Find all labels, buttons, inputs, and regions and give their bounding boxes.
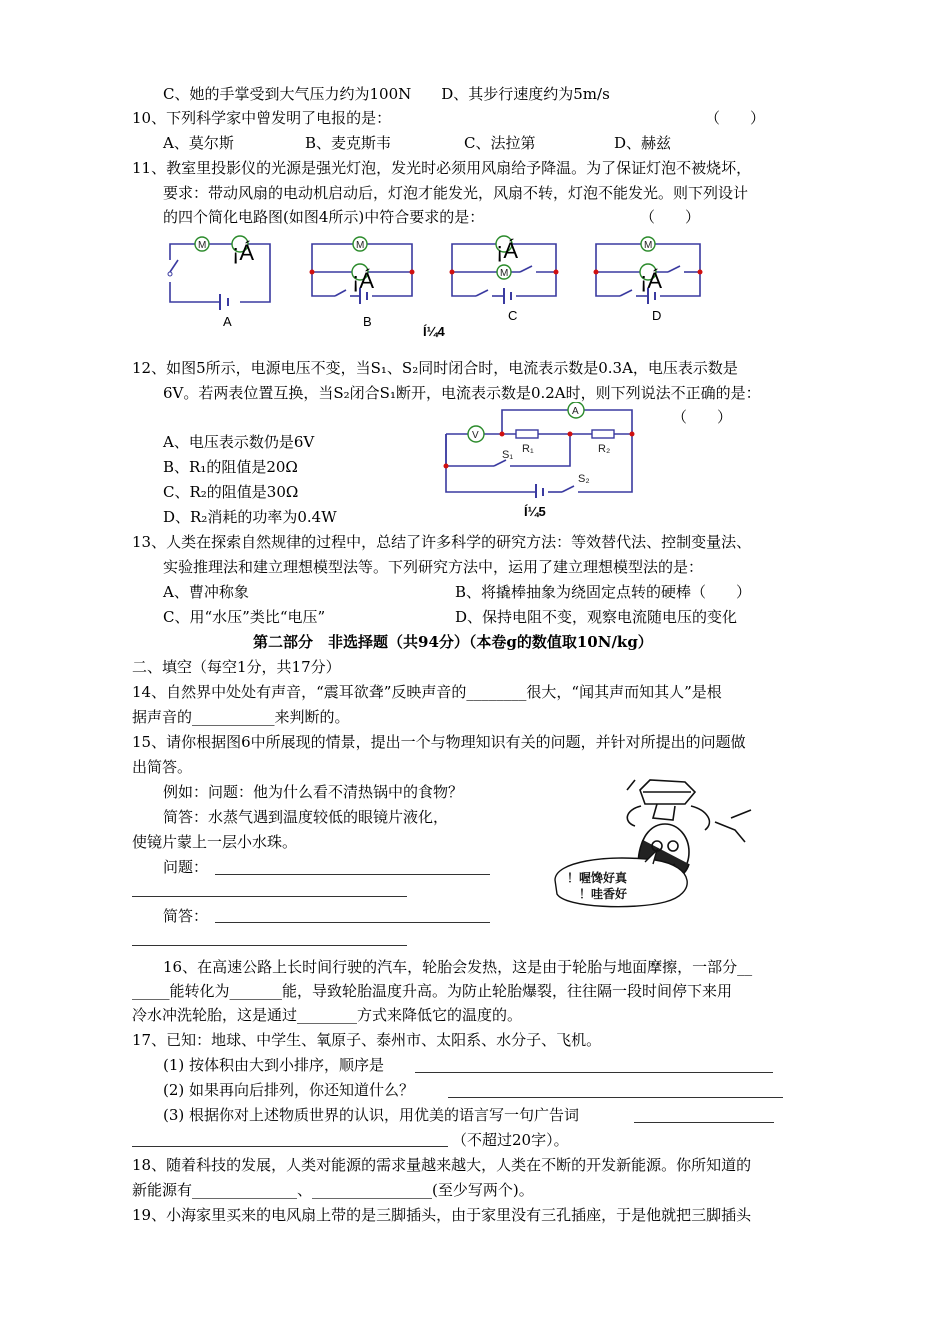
q15-answer-blank-1[interactable] xyxy=(215,922,490,923)
q12-option-c: C、R₂的阻值是30Ω xyxy=(163,483,299,501)
figure-5-circuit xyxy=(440,402,640,498)
section-fill-in: 二、填空（每空1分，共17分） xyxy=(132,658,341,676)
circuit-a xyxy=(170,244,270,310)
q17-sub-3-blank-2[interactable] xyxy=(132,1146,448,1147)
figure-4-circuits xyxy=(160,232,720,324)
q17-stem: 17、已知：地球、中学生、氧原子、泰州市、太阳系、水分子、飞机。 xyxy=(132,1031,602,1049)
circuit-d-motor xyxy=(641,237,655,251)
q18-line-1: 18、随着科技的发展，人类对能源的需求量越来越大，人类在不断的开发新能源。你所知道的 xyxy=(132,1156,752,1174)
figure-6-cartoon xyxy=(545,770,775,910)
circuit-label-d: D xyxy=(652,308,662,323)
label-s1: S₁ xyxy=(502,449,514,461)
q17-sub-1: (1) 按体积由大到小排序，顺序是 xyxy=(163,1056,385,1074)
svg-text:A: A xyxy=(572,406,579,417)
q10-stem: 10、下列科学家中曾发明了电报的是： xyxy=(132,109,392,127)
q10-option-d: D、赫兹 xyxy=(614,134,672,152)
svg-text:M: M xyxy=(644,240,653,251)
circuit-c-lamp xyxy=(496,236,518,263)
q12-line-2: 6V。若两表位置互换，当S₂闭合S₁断开，电流表示数是0.2A时，则下列说法不正确的是： xyxy=(163,384,761,402)
q15-answer-label: 简答： xyxy=(163,907,209,925)
circuit-b-motor xyxy=(353,237,367,251)
label-s2: S₂ xyxy=(578,473,590,485)
bubble-text-2: ！哇香好 xyxy=(579,887,628,901)
resistor-r2 xyxy=(592,430,614,438)
circuit-d-lamp xyxy=(640,264,662,293)
svg-text:M: M xyxy=(356,240,365,251)
svg-text:¡Á: ¡Á xyxy=(496,238,518,263)
circuit-b-lamp xyxy=(352,264,374,293)
q18-line-2: 新能源有______________、________________(至少写两个)。 xyxy=(132,1181,534,1199)
q11-answer-bracket[interactable]: （ ） xyxy=(640,208,701,226)
voltmeter xyxy=(468,426,484,442)
q11-line-2: 要求：带动风扇的电动机启动后，灯泡才能发光，风扇不转，灯泡不能发光。则下列设计 xyxy=(163,184,749,202)
q9-options-cd: C、她的手掌受到大气压力约为100N D、其步行速度约为5m/s xyxy=(163,85,610,103)
q12-answer-bracket[interactable]: （ ） xyxy=(672,408,733,426)
svg-text:M: M xyxy=(500,268,509,279)
label-r1: R₁ xyxy=(522,443,534,455)
q10-option-a: A、莫尔斯 xyxy=(163,134,234,152)
q13-line-2: 实验推理法和建立理想模型法等。下列研究方法中，运用了建立理想模型法的是： xyxy=(163,558,704,576)
q15-question-label: 问题： xyxy=(163,858,209,876)
q10-option-c: C、法拉第 xyxy=(464,134,536,152)
q16-line-3: 冷水冲洗轮胎，这是通过________方式来降低它的温度的。 xyxy=(132,1006,523,1024)
bubble-text-1: ！喔馋好真 xyxy=(567,871,628,885)
q11-line-3: 的四个简化电路图(如图4所示)中符合要求的是： xyxy=(163,208,485,226)
q10-option-b: B、麦克斯韦 xyxy=(305,134,392,152)
svg-text:V: V xyxy=(472,430,479,441)
q11-line-1: 11、教室里投影仪的光源是强光灯泡，发光时必须用风扇给予降温。为了保证灯泡不被烧坏， xyxy=(132,159,752,177)
q12-option-d: D、R₂消耗的功率为0.4W xyxy=(163,508,337,526)
q17-sub-1-blank[interactable] xyxy=(415,1072,773,1073)
q15-line-2: 出简答。 xyxy=(132,758,193,776)
figure-4-caption: Í¼4 xyxy=(423,324,445,339)
svg-text:¡Á: ¡Á xyxy=(232,240,254,265)
q10-answer-bracket[interactable]: （ ） xyxy=(705,109,766,127)
q12-option-b: B、R₁的阻值是20Ω xyxy=(163,458,298,476)
q17-sub-3-blank-1[interactable] xyxy=(634,1122,774,1123)
circuit-a-motor xyxy=(195,237,209,251)
q13-option-b: B、将撬棒抽象为绕固定点转的硬棒（ ） xyxy=(455,583,752,601)
q15-example-answer-1: 简答：水蒸气遇到温度较低的眼镜片液化， xyxy=(163,808,449,826)
svg-text:¡Á: ¡Á xyxy=(352,268,374,293)
q13-option-c: C、用“水压”类比“电压” xyxy=(163,608,326,626)
q17-sub-2: (2) 如果再向后排列，你还知道什么？ xyxy=(163,1081,415,1099)
label-r2: R₂ xyxy=(598,443,611,455)
q14-line-1: 14、自然界中处处有声音，“震耳欲聋”反映声音的________很大，“闻其声而知其人”是根 xyxy=(132,683,722,701)
q12-option-a: A、电压表示数仍是6V xyxy=(163,433,315,451)
circuit-label-c: C xyxy=(508,308,518,323)
q13-line-1: 13、人类在探索自然规律的过程中，总结了许多科学的研究方法：等效替代法、控制变量法、 xyxy=(132,533,752,551)
circuit-label-b: B xyxy=(363,314,372,329)
q14-line-2: 据声音的___________来判断的。 xyxy=(132,708,350,726)
q15-question-blank-2[interactable] xyxy=(132,896,407,897)
figure-5-caption: Í¼5 xyxy=(524,504,546,519)
q17-sub-3: (3) 根据你对上述物质世界的认识，用优美的语言写一句广告词 xyxy=(163,1106,580,1124)
q15-line-1: 15、请你根据图6中所展现的情景，提出一个与物理知识有关的问题，并针对所提出的问题做 xyxy=(132,733,746,751)
ammeter xyxy=(568,402,584,418)
svg-text:M: M xyxy=(198,240,207,251)
q17-limit: （不超过20字）。 xyxy=(452,1131,569,1149)
part-2-heading: 第二部分 非选择题（共94分）（本卷g的数值取10N/kg） xyxy=(253,633,653,651)
q15-answer-blank-2[interactable] xyxy=(132,945,407,946)
q16-line-2: _____能转化为_______能，导致轮胎温度升高。为防止轮胎爆裂，往往隔一段时间停下来用 xyxy=(132,982,733,1000)
svg-text:¡Á: ¡Á xyxy=(640,268,662,293)
circuit-c-motor xyxy=(497,265,511,279)
q13-option-d: D、保持电阻不变，观察电流随电压的变化 xyxy=(455,608,738,626)
circuit-a-lamp xyxy=(232,236,254,265)
q16-line-1: 16、在高速公路上长时间行驶的汽车，轮胎会发热，这是由于轮胎与地面摩擦，一部分__ xyxy=(163,958,753,976)
q12-line-1: 12、如图5所示，电源电压不变，当S₁、S₂同时闭合时，电流表示数是0.3A，电压表示数是 xyxy=(132,359,738,377)
q19-line-1: 19、小海家里买来的电风扇上带的是三脚插头，由于家里没有三孔插座，于是他就把三脚插头 xyxy=(132,1206,752,1224)
q15-question-blank-1[interactable] xyxy=(215,874,490,875)
q15-example-question: 例如：问题：他为什么看不清热锅中的食物？ xyxy=(163,783,464,801)
q17-sub-2-blank[interactable] xyxy=(448,1097,783,1098)
circuit-label-a: A xyxy=(223,314,232,329)
q13-option-a: A、曹冲称象 xyxy=(163,583,249,601)
q15-example-answer-2: 使镜片蒙上一层小水珠。 xyxy=(132,833,298,851)
resistor-r1 xyxy=(516,430,538,438)
